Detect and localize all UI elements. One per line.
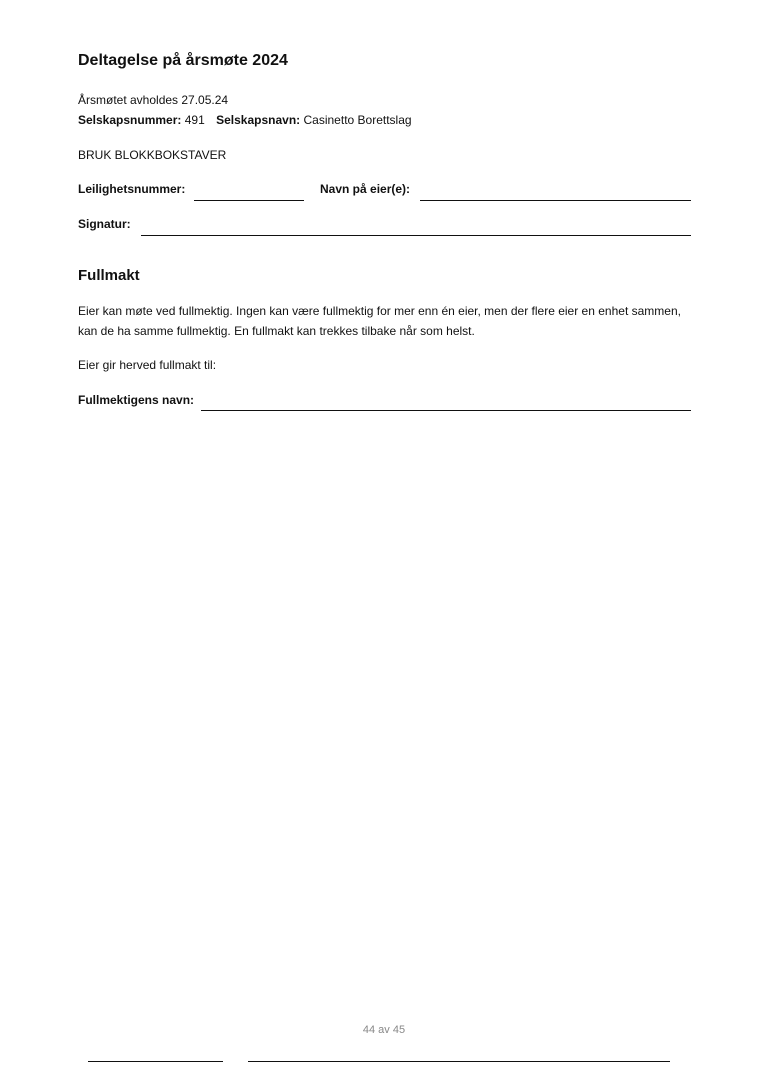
owner-name-field[interactable] [420,200,691,201]
footer-rule-right [248,1061,670,1062]
proxy-paragraph: Eier kan møte ved fullmektig. Ingen kan være fullmektig for mer enn én eier, men der flere eier en enhet sammen, kan de ha samme fullmektig. En fullmakt kan trekkes tilbake når som helst. [78,304,681,338]
page-indicator: 44 av 45 [362,1024,406,1036]
signature-field[interactable] [141,235,691,236]
company-name-label: Selskapsnavn: [216,113,301,127]
company-number-value: 491 [184,113,205,127]
company-info-row [78,113,412,127]
proxy-grant-text: Eier gir herved fullmakt til: [78,358,217,372]
company-number-label: Selskapsnummer: [78,113,182,127]
meeting-date: Årsmøtet avholdes 27.05.24 [78,93,229,107]
proxy-heading: Fullmakt [78,267,140,284]
proxy-name-label: Fullmektigens navn: [78,393,195,407]
apartment-number-field[interactable] [194,200,304,201]
footer-rule-left [88,1061,223,1062]
owner-name-label: Navn på eier(e): [320,182,411,196]
signature-label: Signatur: [78,217,131,231]
company-name-value: Casinetto Borettslag [303,113,412,127]
apartment-number-label: Leilighetsnummer: [78,182,186,196]
document-title: Deltagelse på årsmøte 2024 [78,52,288,69]
proxy-name-field[interactable] [201,410,691,411]
block-letters-note: BRUK BLOKKBOKSTAVER [78,148,227,162]
